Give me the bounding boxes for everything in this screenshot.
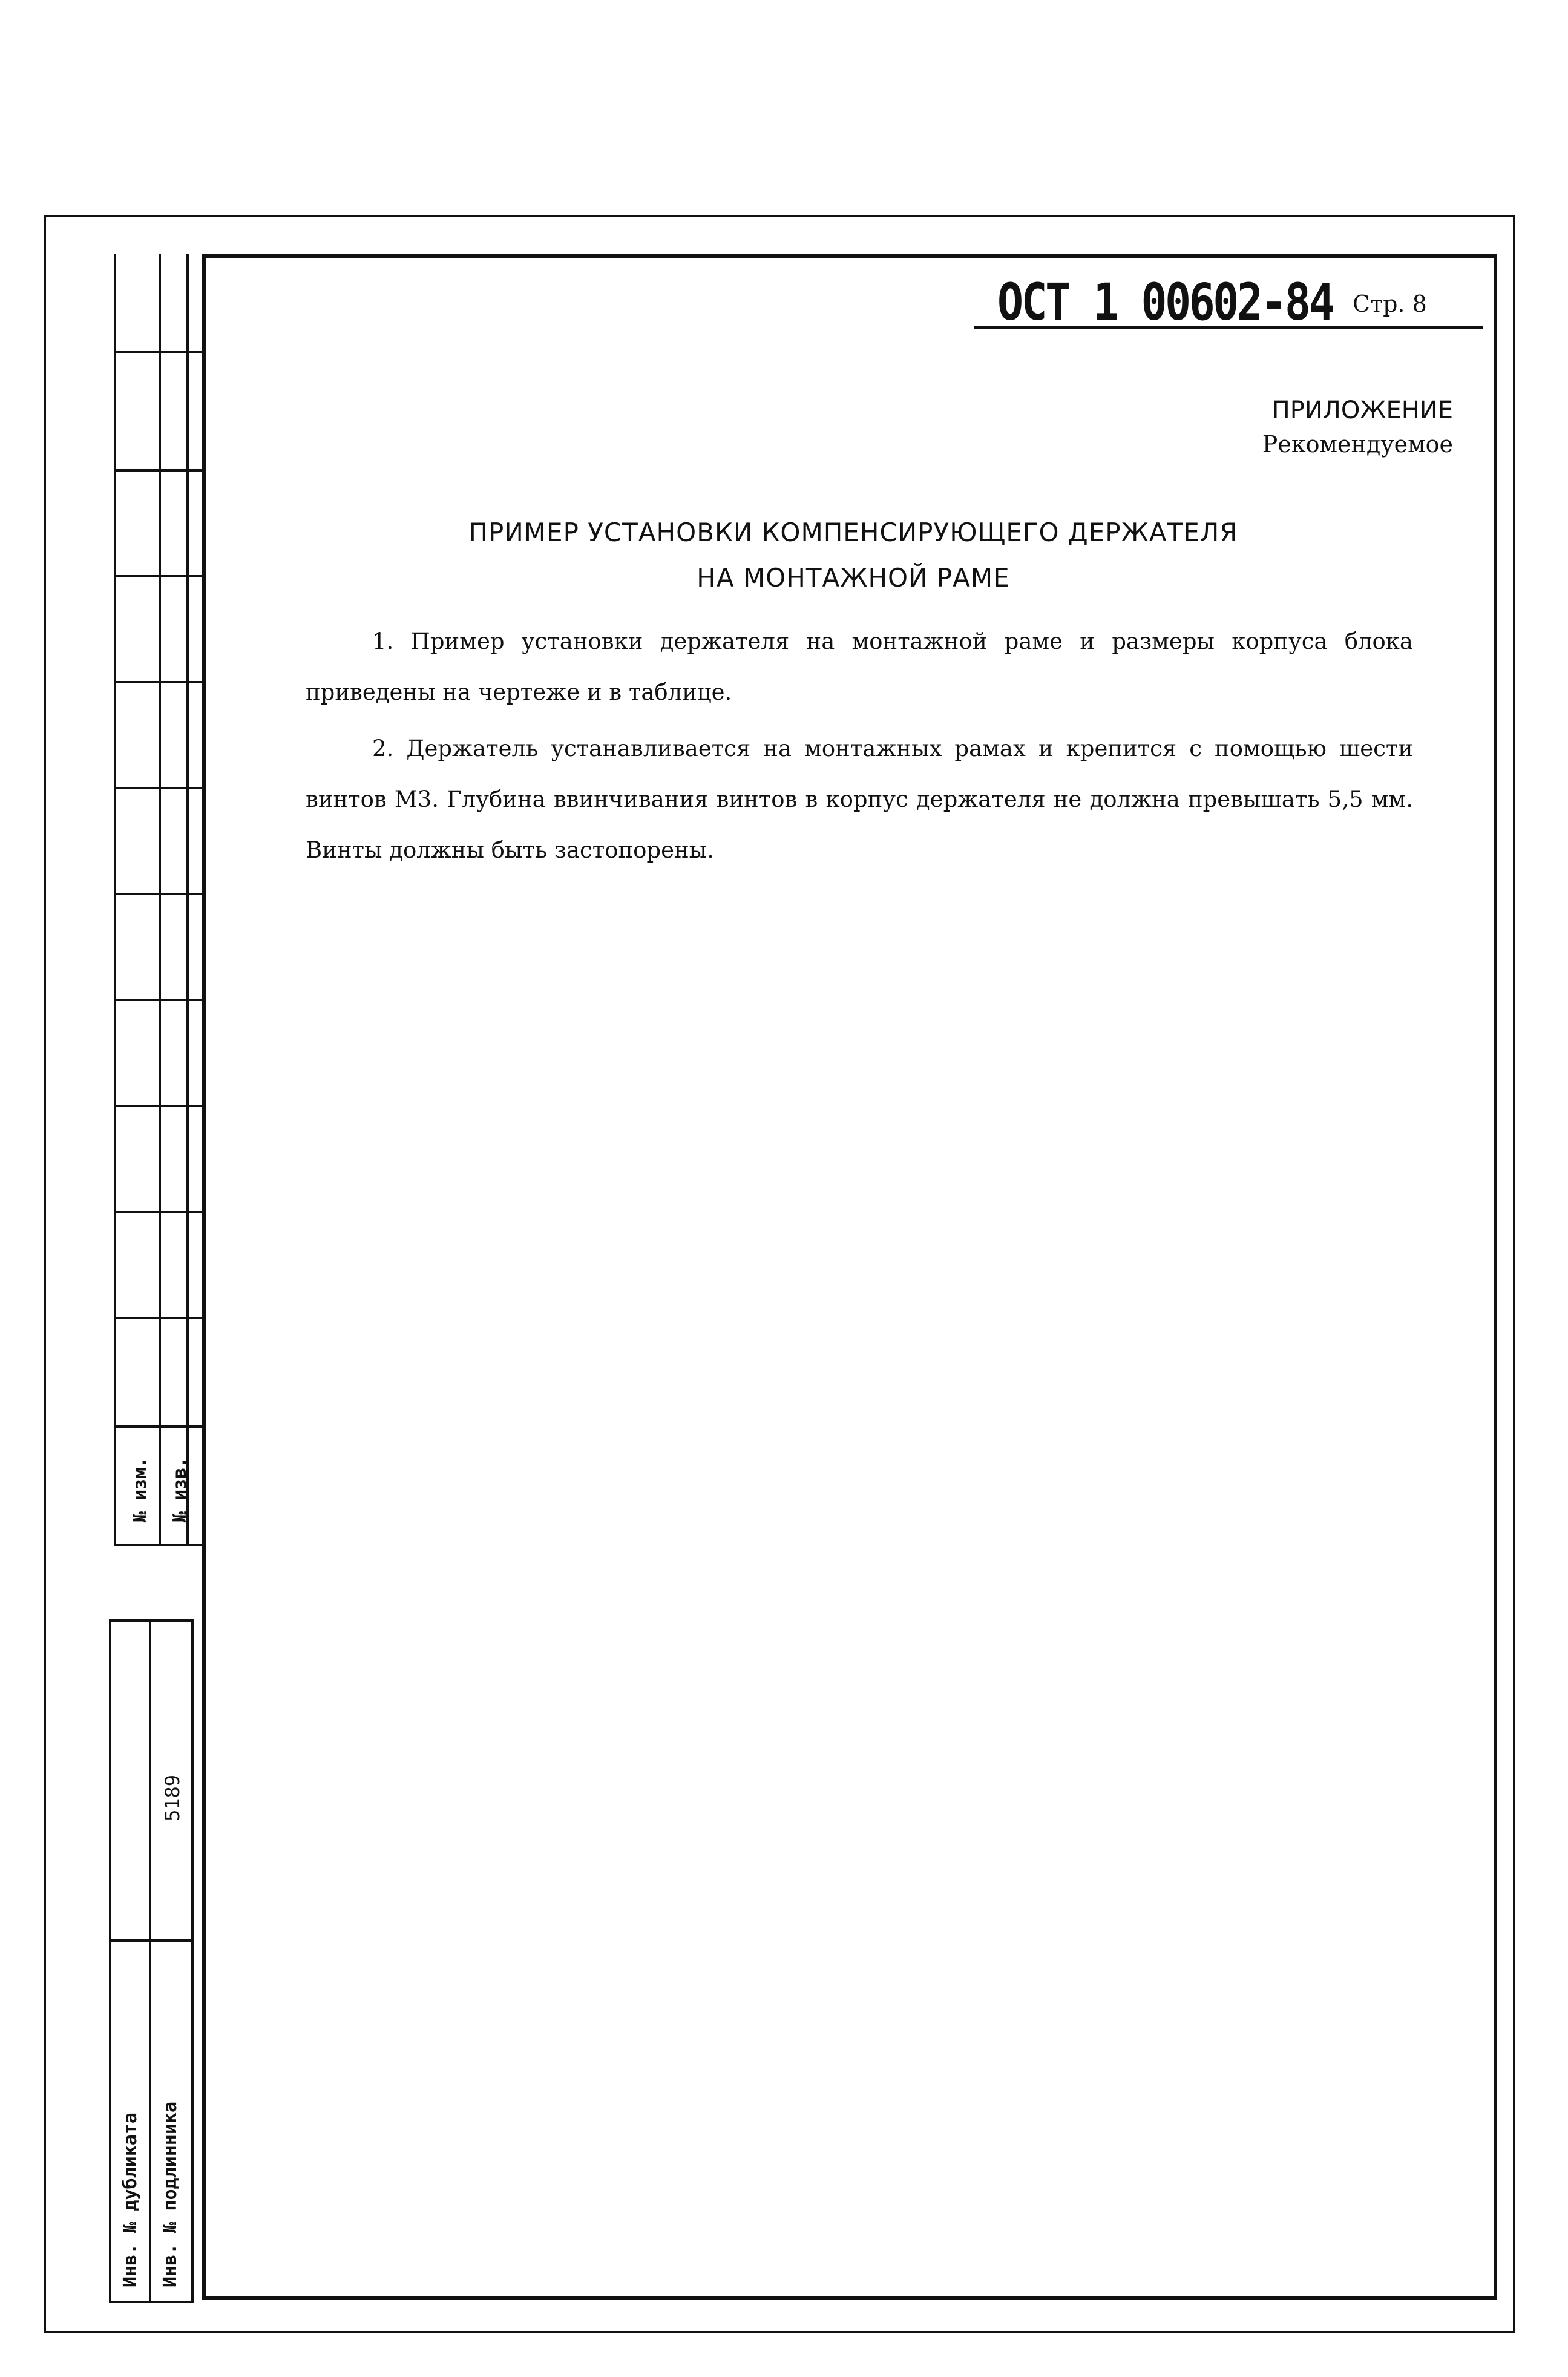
stamp-original-inv: Инв. № подлинника — [160, 2101, 181, 2287]
page-number: Стр. 8 — [1353, 291, 1427, 317]
title-line-2: НА МОНТАЖНОЙ РАМЕ — [697, 563, 1010, 593]
stamp-lower — [109, 1619, 194, 2303]
paragraph-2-text: 2. Держатель устанавливается на монтажных рамах и крепится с помощью шести винтов М3. Глубина ввинчивания винтов в корпус держателя не должна превышать 5,5 мм. Винты должны быть застопорены. — [306, 735, 1413, 863]
stamp-original-inv-value: 5189 — [161, 1774, 184, 1821]
stamp-duplicate-inv: Инв. № дубликата — [120, 2112, 141, 2287]
document-number: ОСТ 1 00602-84 — [997, 272, 1333, 332]
paragraph-1 — [306, 616, 1413, 718]
paragraph-2 — [306, 723, 1413, 876]
paragraph-1-text: 1. Пример установки держателя на монтажной раме и размеры корпуса блока приведены на чертеже и в таблице. — [306, 628, 1413, 705]
appendix-block — [1262, 393, 1453, 461]
stamp-upper — [114, 254, 206, 1544]
stamp-change-no: № изм. — [130, 1456, 151, 1522]
stamp-notice-no: № изв. — [169, 1456, 191, 1522]
header-rule — [974, 326, 1483, 329]
appendix-status: Рекомендуемое — [1262, 431, 1453, 458]
inner-frame — [202, 254, 1497, 2300]
title-line-1: ПРИМЕР УСТАНОВКИ КОМПЕНСИРУЮЩЕГО ДЕРЖАТЕЛЯ — [468, 518, 1238, 547]
appendix-label: ПРИЛОЖЕНИЕ — [1271, 396, 1453, 424]
